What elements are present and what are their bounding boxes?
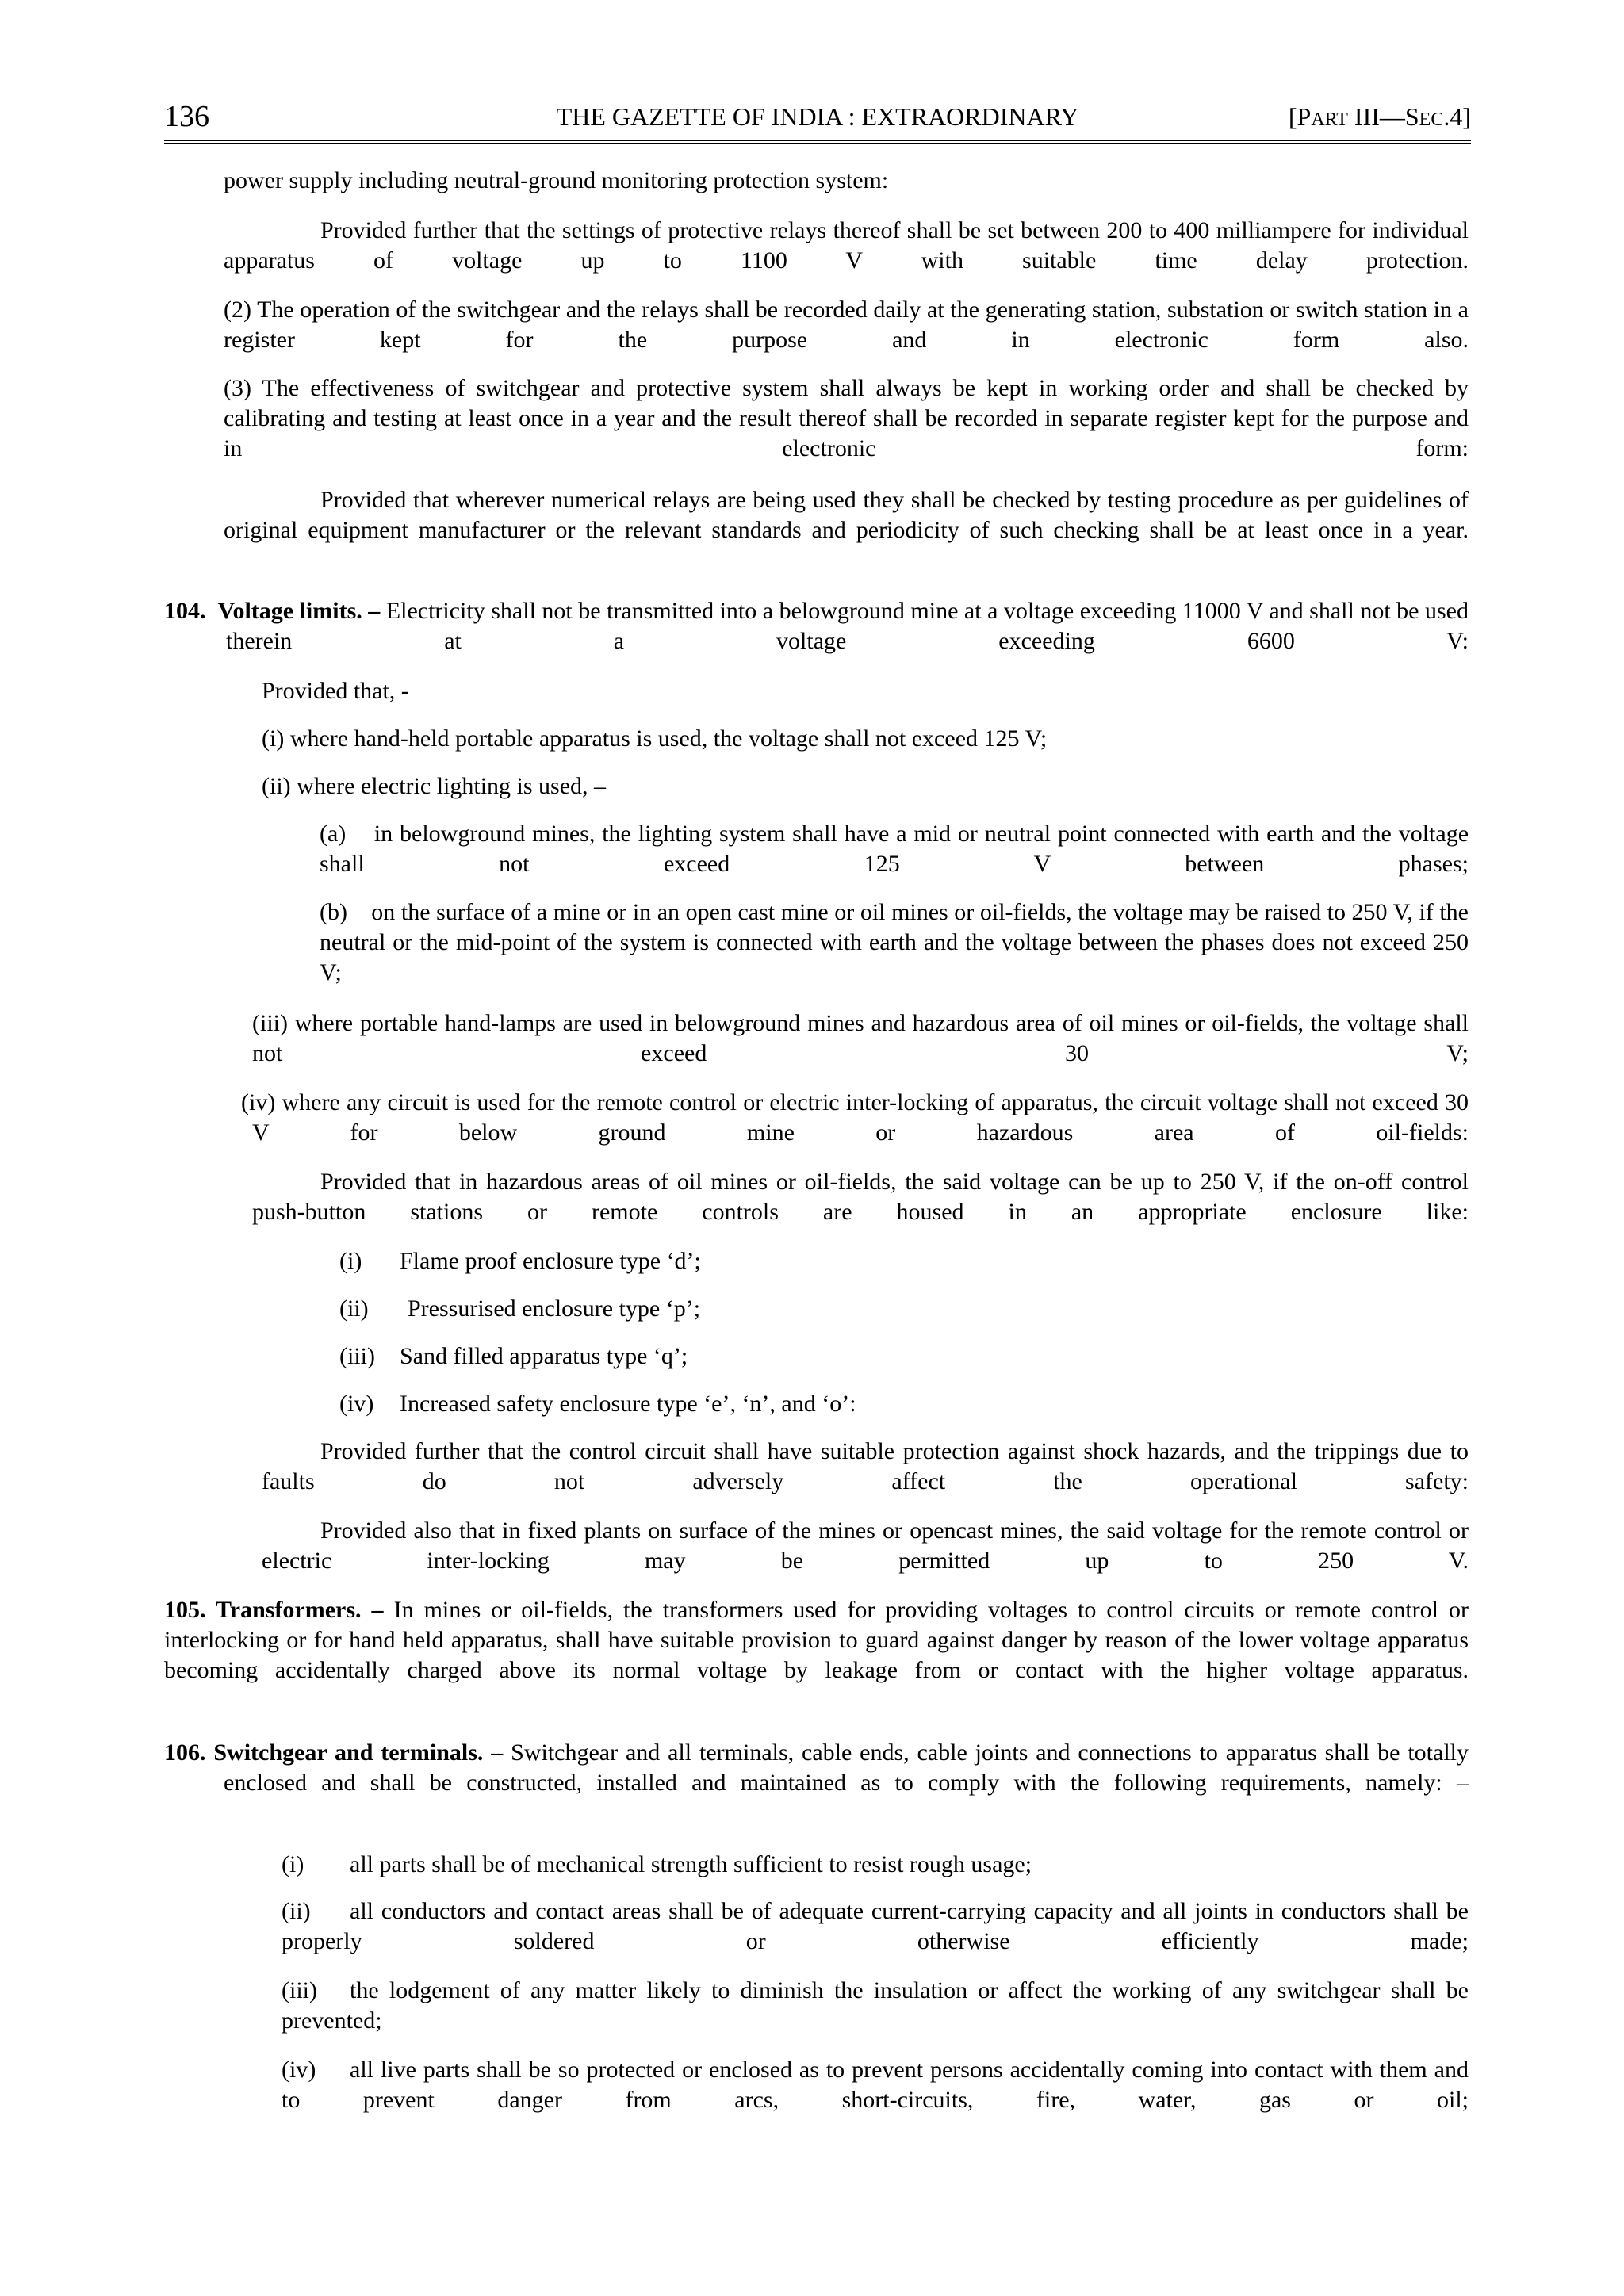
list-item: (i) Flame proof enclosure type ‘d’; [339,1248,701,1274]
paragraph: Provided further that the control circuit shall have suitable protection against shock hazards, and the trippings due to faults do not adversely affect the operational safety: [262,1438,1469,1494]
section-heading: 106. Switchgear and terminals. – [164,1739,504,1766]
section-104: 104. Voltage limits. – Electricity shall not be transmitted into a belowground mine at a voltage exceeding 11000 V and shall not be used therein at a voltage exceeding 6600 V: [164,598,1469,654]
clause-ii: (ii) where electric lighting is used, – [262,773,607,799]
list-item: (iii) Sand filled apparatus type ‘q’; [339,1343,688,1369]
paragraph: Provided that in hazardous areas of oil mines or oil-fields, the said voltage can be up to 250 V, if the on-off control push-button stations or remote controls are housed in an appropriate enclosure like: [252,1169,1469,1225]
list-item: (iv) Increased safety enclosure type ‘e’, ‘n’, and ‘o’: [339,1391,856,1417]
list-item: (ii) Pressurised enclosure type ‘p’; [339,1295,701,1322]
requirement-i: (i) all parts shall be of mechanical strength sufficient to resist rough usage; [282,1851,1032,1877]
section-heading: Voltage limits. – [217,598,381,624]
requirement-iii: (iii) the lodgement of any matter likely to diminish the insulation or affect the working of any switchgear shall be prevented; [282,1977,1469,2034]
section-106: 106. Switchgear and terminals. – Switchgear and all terminals, cable ends, cable joints and connections to apparatus shall be totally enclosed and shall be constructed, installed and maintained as to comply with the following requirements, namely: – [164,1739,1469,1796]
section-number: 104. [164,598,206,624]
paragraph: Provided that wherever numerical relays are being used they shall be checked by testing procedure as per guidelines of original equipment manufacturer or the relevant standards and periodicity of such checking shall be at least once in a year. [224,487,1469,543]
part-section-label: [PART III—SEC.4] [1288,102,1471,131]
clause-i: (i) where hand-held portable apparatus is used, the voltage shall not exceed 125 V; [262,725,1048,752]
clause-iii: (iii) where portable hand-lamps are used in belowground mines and hazardous area of oil mines or oil-fields, the voltage shall not exceed 30 V; [252,1010,1469,1066]
requirement-ii: (ii) all conductors and contact areas shall be of adequate current-carrying capacity and all joints in conductors shall be properly soldered or otherwise efficiently made; [282,1898,1469,1954]
header-rule [164,140,1471,141]
sub-clause-b: (b) on the surface of a mine or in an open cast mine or oil mines or oil-fields, the voltage may be raised to 250 V, if the neutral or the mid-point of the system is connected with earth and the voltage between the phases does not exceed 250 V; [320,899,1469,985]
sub-clause-a: (a) in belowground mines, the lighting system shall have a mid or neutral point connected with earth and the voltage shall not exceed 125 V between phases; [320,821,1469,877]
gazette-title: THE GAZETTE OF INDIA : EXTRAORDINARY [556,102,1079,131]
paragraph: Provided also that in fixed plants on surface of the mines or opencast mines, the said voltage for the remote control or electric inter-locking may be permitted up to 250 V. [262,1517,1469,1574]
paragraph: power supply including neutral-ground monitoring protection system: [224,167,889,193]
paragraph: Provided further that the settings of protective relays thereof shall be set between 200 to 400 milliampere for individual apparatus of voltage up to 1100 V with suitable time delay protection. [224,217,1469,274]
requirement-iv: (iv) all live parts shall be so protected or enclosed as to prevent persons accidentally coming into contact with them and to prevent danger from arcs, short-circuits, fire, water, gas or oil; [282,2057,1469,2113]
page-header [164,98,1471,135]
paragraph: (2) The operation of the switchgear and the relays shall be recorded daily at the generating station, substation or switch station in a register kept for the purpose and in electronic form also. [224,297,1469,353]
section-105: 105. Transformers. – In mines or oil-fields, the transformers used for providing voltages to control circuits or remote control or interlocking or for hand held apparatus, shall have suitable provision to guard against danger by reason of the lower voltage apparatus becoming accidentally charged above its normal voltage by leakage from or contact with the higher voltage apparatus. [164,1597,1469,1683]
clause-iv: (iv) where any circuit is used for the remote control or electric inter-locking of apparatus, the circuit voltage shall not exceed 30 V for below ground mine or hazardous area of oil-fields: [241,1089,1469,1146]
section-heading: 105. Transformers. – [164,1597,384,1623]
paragraph: Provided that, - [262,678,409,704]
page-number: 136 [164,100,209,133]
paragraph: (3) The effectiveness of switchgear and protective system shall always be kept in working order and shall be checked by calibrating and testing at least once in a year and the result thereof shall be recorded in separate register kept for the purpose and in electronic form: [224,375,1469,461]
